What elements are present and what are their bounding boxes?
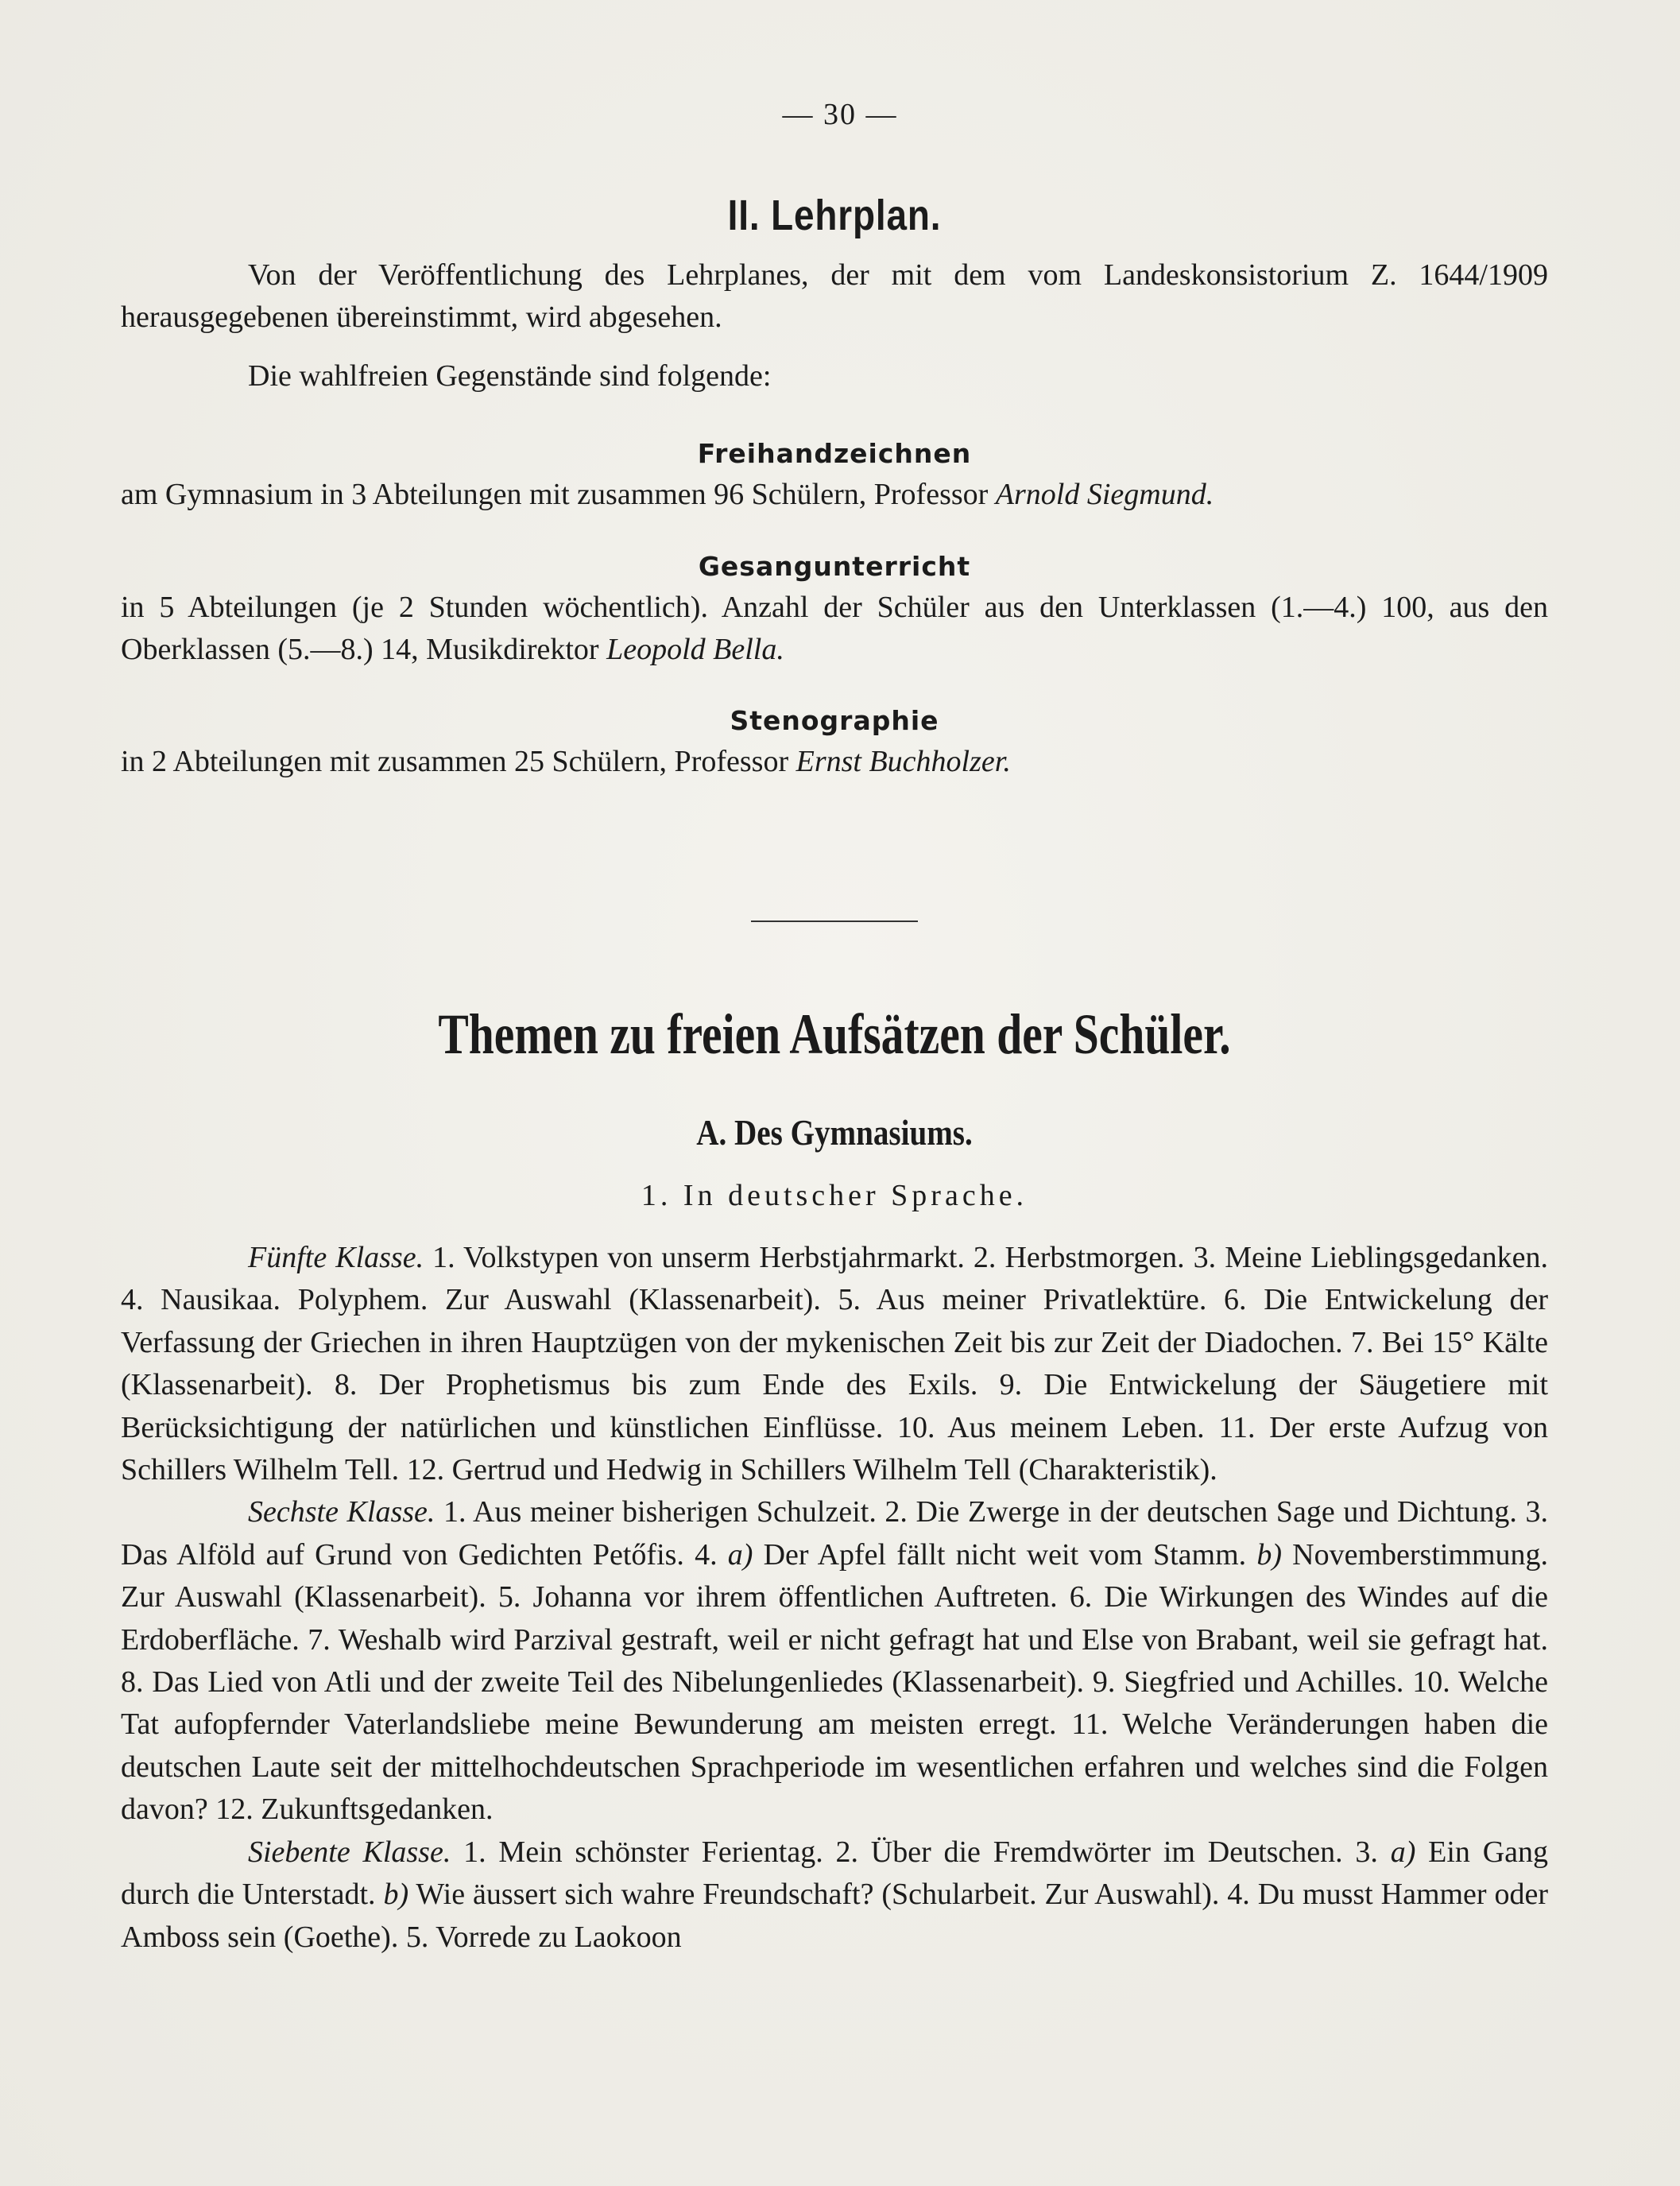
class-text: Der Apfel fällt nicht weit vom Stamm.: [763, 1537, 1247, 1572]
class-label: Siebente Klasse.: [248, 1835, 451, 1869]
list-marker: b): [1256, 1537, 1282, 1572]
subject-text-gesangunterricht: [121, 587, 1548, 672]
lehrplan-body: [121, 254, 1548, 784]
teacher-name: Arnold Siegmund.: [995, 478, 1214, 512]
list-marker: a): [727, 1537, 753, 1572]
class-text: Ein Gang durch die Unterstadt.: [121, 1835, 1549, 1912]
subject-text: in 2 Abteilungen mit zusammen 25 Schülern, Professor: [121, 745, 796, 779]
language-heading: 1. In deutscher Sprache.: [641, 1179, 1028, 1212]
themes-header-block: [121, 1002, 1548, 1068]
subject-text-freihandzeichnen: [121, 474, 1548, 516]
class-label: Sechste Klasse.: [248, 1495, 435, 1529]
class-text: 1. Volkstypen von unserm Herbstjahrmarkt. 2. Herbstmorgen. 3. Meine Lieblingsgedanken. 4. Nausikaa. Polyphem. Zur Auswahl (Klassenarbeit). 5. Aus meiner Privatlektüre. 6. Die Entwickelung der Verfassung der Griechen in ihren Hauptzügen von der mykenischen Zeit bis zur Zeit der Diadochen. 7. Bei 15° Kälte (Klassenarbeit). 8. Der Prophetismus bis zum Ende des Exils. 9. Die Entwickelung der Säugetiere mit Berücksichtigung der natürlichen und künstlichen Einflüsse. 10. Aus meinem Leben. 11. Der erste Aufzug von Schillers Wilhelm Tell. 12. Gertrud und Hedwig in Schillers Wilhelm Tell (Charakteristik).: [121, 1241, 1548, 1487]
subject-text-stenographie: [121, 741, 1548, 783]
optional-subjects-intro: Die wahlfreien Gegenstände sind folgende:: [248, 359, 772, 393]
teacher-name: Leopold Bella.: [606, 633, 784, 667]
subject-heading-stenographie: Stenographie: [730, 705, 939, 737]
themes-title: Themen zu freien Aufsätzen der Schüler.: [438, 1002, 1231, 1066]
gymnasium-heading-block: [121, 1111, 1548, 1153]
teacher-name: Ernst Buchholzer.: [795, 745, 1011, 779]
subject-text: in 5 Abteilungen (je 2 Stunden wöchentlich). Anzahl der Schüler aus den Unterklassen (1.—4.) 100, aus den Oberklassen (5.—8.) 14, Musikdirektor: [121, 590, 1548, 667]
page-number: — 30 —: [782, 98, 898, 131]
section-divider: [751, 921, 918, 922]
class-themes-body: [121, 1237, 1548, 1959]
class-paragraph-sechste: [121, 1491, 1548, 1831]
gymnasium-heading: A. Des Gymnasiums.: [696, 1112, 973, 1153]
intro-paragraph: Von der Veröffentlichung des Lehrplanes, der mit dem vom Landeskonsistorium Z. 1644/1909 herausgegebenen übereinstimmt, wird abgesehen.: [121, 258, 1548, 335]
language-heading-block: [121, 1178, 1548, 1213]
subject-text: am Gymnasium in 3 Abteilungen mit zusammen 96 Schülern, Professor: [121, 478, 996, 512]
class-text: Wie äussert sich wahre Freundschaft? (Schularbeit. Zur Auswahl). 4. Du musst Hammer oder Amboss sein (Goethe). 5. Vorrede zu Laokoon: [121, 1878, 1548, 1954]
subject-heading-freihandzeichnen: Freihandzeichnen: [697, 438, 972, 470]
class-text: 1. Mein schönster Ferientag. 2. Über die Fremdwörter im Deutschen. 3.: [463, 1835, 1378, 1869]
class-label: Fünfte Klasse.: [248, 1241, 424, 1274]
class-text: 1. Aus meiner bisherigen Schulzeit. 2. Die Zwerge in der deutschen Sage und Dichtung. 3. Das Alföld auf Grund von Gedichten Petőfis. 4.: [121, 1495, 1548, 1572]
list-marker: a): [1390, 1835, 1416, 1869]
class-paragraph-fuenfte: [121, 1237, 1548, 1491]
section-title: II. Lehrplan.: [727, 192, 942, 239]
list-marker: b): [383, 1878, 409, 1912]
lehrplan-header-block: [121, 191, 1548, 240]
class-paragraph-siebente: [121, 1831, 1548, 1959]
class-text: Novemberstimmung. Zur Auswahl (Klassenarbeit). 5. Johanna vor ihrem öffentlichen Auftreten. 6. Die Wirkungen des Windes auf die Erdoberfläche. 7. Weshalb wird Parzival gestraft, weil er nicht gefragt hat und Else von Brabant, weil sie gefragt hat. 8. Das Lied von Atli und der zweite Teil des Nibelungenliedes (Klassenarbeit). 9. Siegfried und Achilles. 10. Welche Tat aufopfernder Vaterlandsliebe meine Bewunderung am meisten erregt. 11. Welche Veränderungen haben die deutschen Laute seit der mittelhochdeutschen Sprachperiode im wesentlichen erfahren und welches sind die Folgen davon? 12. Zukunftsgedanken.: [121, 1537, 1549, 1827]
subject-heading-gesangunterricht: Gesangunterricht: [698, 550, 971, 582]
